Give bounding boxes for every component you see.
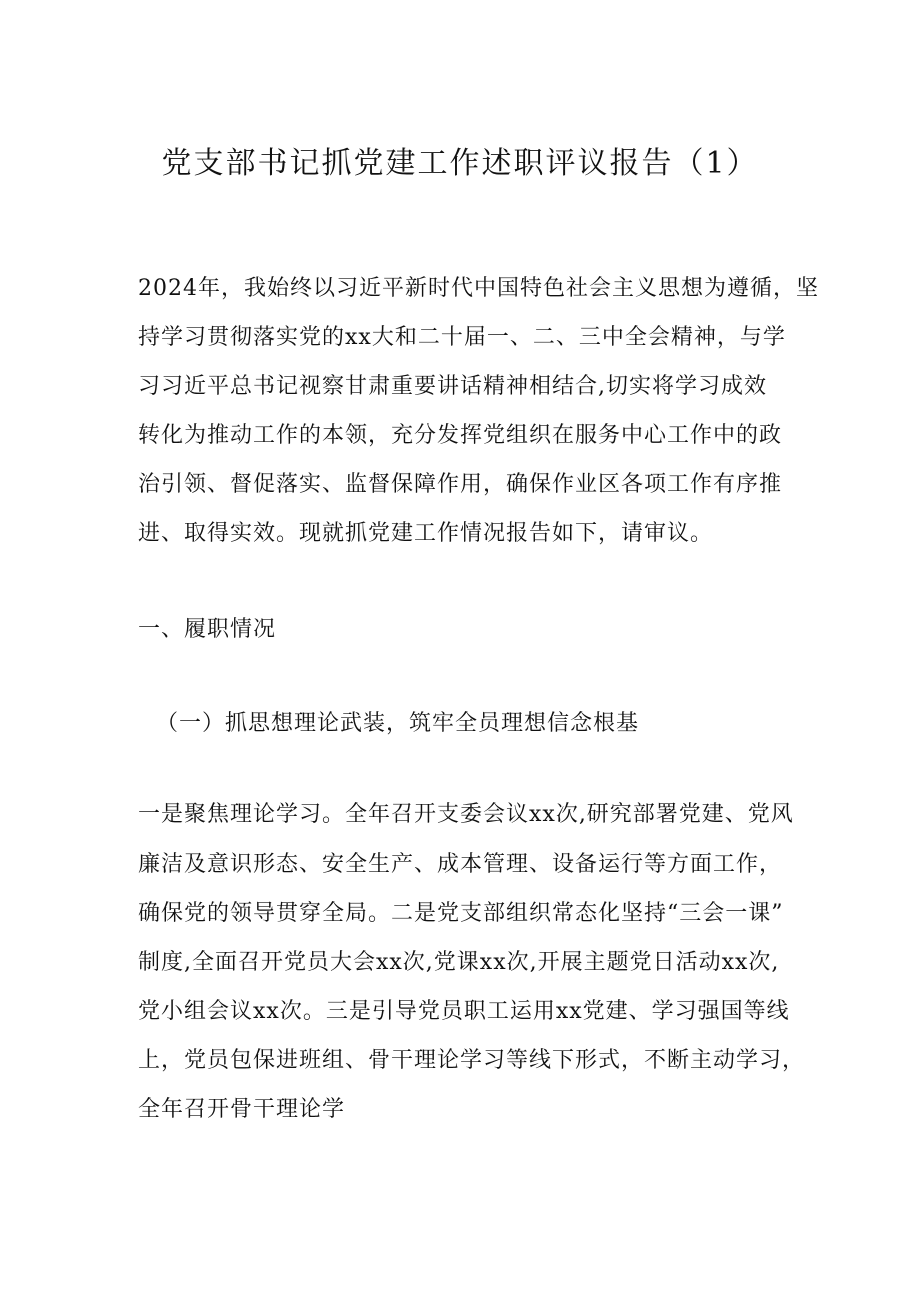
document-title: 党支部书记抓党建工作述职评议报告（1） xyxy=(161,146,759,181)
intro-line-6: 进、取得实效。现就抓党建工作情况报告如下，请审议。 xyxy=(138,521,714,546)
body-line-4: 制度,全面召开党员大会xx次,党课xx次,开展主题党日活动xx次, xyxy=(138,950,780,975)
intro-line-1: 2024年，我始终以习近平新时代中国特色社会主义思想为遵循，坚 xyxy=(138,276,819,301)
intro-line-5: 治引领、督促落实、监督保障作用，确保作业区各项工作有序推 xyxy=(138,472,783,497)
body-line-3: 确保党的领导贯穿全局。二是党支部组织常态化坚持“三会一课” xyxy=(138,901,784,926)
body-line-1: 一是聚焦理论学习。全年召开支委会议xx次,研究部署党建、党风 xyxy=(138,802,794,827)
section-heading: 一、履职情况 xyxy=(138,617,277,642)
intro-line-2: 持学习贯彻落实党的xx大和二十届一、二、三中全会精神，与学 xyxy=(138,325,786,350)
body-line-6: 上，党员包保进班组、骨干理论学习等线下形式，不断主动学习， xyxy=(138,1048,806,1073)
intro-line-3: 习习近平总书记视察甘肃重要讲话精神相结合,切实将学习成效 xyxy=(138,374,767,399)
body-line-2: 廉洁及意识形态、安全生产、成本管理、设备运行等方面工作， xyxy=(138,852,783,877)
body-line-7: 全年召开骨干理论学 xyxy=(138,1097,346,1122)
subsection-heading: （一）抓思想理论武装，筑牢全员理想信念根基 xyxy=(156,711,640,736)
intro-line-4: 转化为推动工作的本领，充分发挥党组织在服务中心工作中的政 xyxy=(138,423,783,448)
body-line-5: 党小组会议xx次。三是引导党员职工运用xx党建、学习强国等线 xyxy=(138,999,790,1024)
